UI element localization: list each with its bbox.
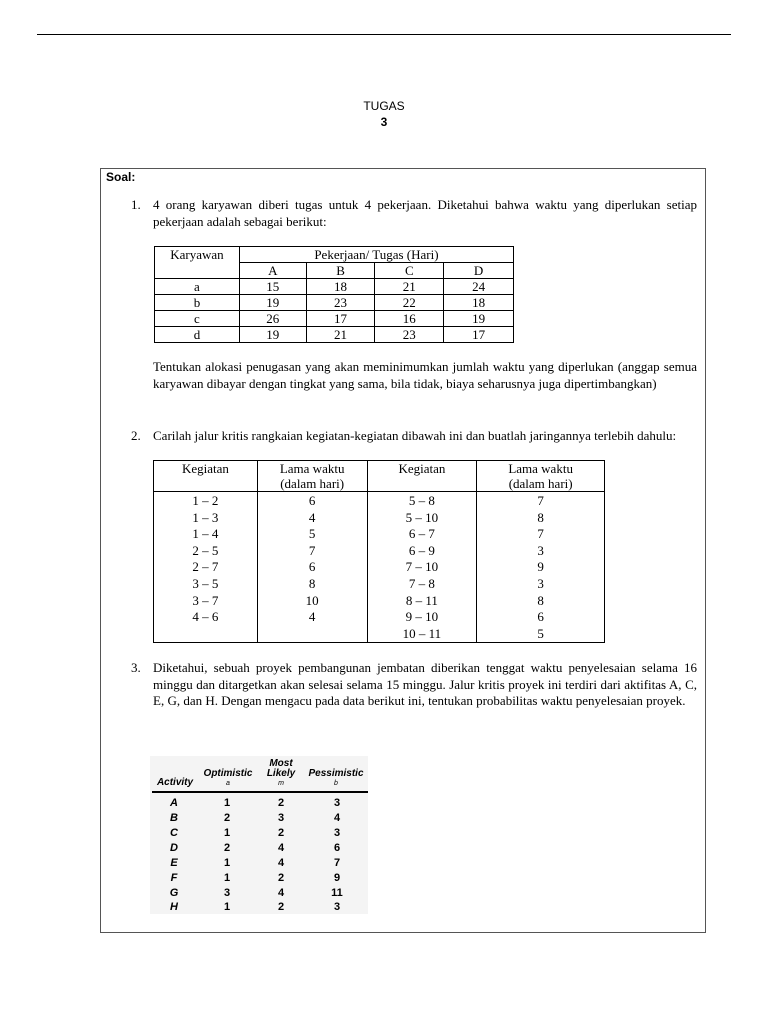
duration-cell: 10 [305,592,319,608]
job-header: A [239,263,306,279]
assignment-table [154,246,514,343]
activity-header: Activity [156,777,194,788]
time-cell: 23 [306,295,375,311]
duration-header-line1: Lama waktu [508,461,573,476]
most-likely-header-line1: Most [269,758,293,769]
activity-cell: 1 – 2 [192,493,219,508]
optimistic-cell: 2 [223,812,231,824]
duration-cell: 6 [308,493,316,508]
pessimistic-cell: 7 [333,857,341,869]
time-cell: 18 [306,279,375,295]
table-row [155,295,514,311]
most-likely-cell: 2 [277,872,285,884]
activity-cell: 1 – 4 [192,526,219,542]
pessimistic-cell: 3 [333,827,341,839]
time-cell: 18 [444,295,514,311]
duration-cell: 8 [537,592,544,608]
duration-header [477,461,605,492]
activity-cell: F [170,872,178,884]
activity-cell: 9 – 10 [405,609,439,625]
activity-cell: 6 – 7 [408,526,435,542]
employee-cell: a [155,279,240,295]
job-header: D [444,263,514,279]
table-row [155,327,514,343]
duration-cell: 3 [537,575,544,591]
activity-duration-table [153,460,605,643]
duration-cell: 4 [308,509,316,525]
optimistic-cell: 1 [223,857,231,869]
time-cell: 17 [306,311,375,327]
duration-cell: 8 [308,575,316,591]
duration-cell: 6 [537,609,544,625]
activity-header: Kegiatan [154,461,258,492]
time-cell: 19 [444,311,514,327]
activity-cell: 7 – 10 [405,559,439,575]
table-row [150,841,368,856]
duration-cell: 6 [308,559,316,575]
table-row [150,856,368,871]
duration-cell: 7 [308,542,316,558]
most-likely-cell: 2 [277,901,285,913]
optimistic-cell: 2 [223,842,231,854]
table-row [150,900,368,915]
activity-cell: E [170,857,178,869]
duration-cell: 9 [537,559,544,575]
optimistic-cell: 1 [223,872,231,884]
q3-number: 3. [131,660,141,675]
activity-cell: H [170,901,178,913]
employee-cell: d [155,327,240,343]
time-cell: 26 [239,311,306,327]
duration-header [257,461,367,492]
pessimistic-header: Pessimistic [308,768,364,779]
activity-cell: 6 – 9 [408,542,435,558]
table-row [150,811,368,826]
duration-cell: 8 [537,509,544,525]
duration-cell: 5 [308,526,316,542]
optimistic-cell: 3 [223,887,231,899]
time-cell: 19 [239,295,306,311]
duration-column-left [257,492,367,643]
duration-cell: 7 [537,493,544,508]
duration-cell: 4 [308,609,316,625]
time-cell: 16 [375,311,444,327]
activity-cell: C [170,827,178,839]
q1-text: 4 orang karyawan diberi tugas untuk 4 pekerjaan. Diketahui bahwa waktu yang diperlukan setiap pekerjaan adalah sebagai berikut: [153,197,697,229]
job-group-header: Pekerjaan/ Tugas (Hari) [239,247,513,263]
duration-cell: 3 [537,542,544,558]
page-title: TUGAS [363,99,405,113]
time-cell: 24 [444,279,514,295]
activity-cell: 10 – 11 [402,625,442,641]
activity-cell: 2 – 7 [192,559,219,575]
pessimistic-cell: 4 [333,812,341,824]
assignment-number: 3 [380,115,388,129]
optimistic-subheader: a [226,780,230,787]
job-header: C [375,263,444,279]
optimistic-cell: 1 [223,827,231,839]
duration-column-right [477,492,605,643]
optimistic-header: Optimistic [203,768,253,779]
duration-header-line1: Lama waktu [279,461,345,476]
activity-cell: 5 – 8 [408,493,435,508]
activity-cell: 2 – 5 [192,542,219,558]
most-likely-subheader: m [278,780,284,787]
pessimistic-cell: 3 [333,901,341,913]
most-likely-cell: 4 [277,887,285,899]
table-row [150,826,368,841]
most-likely-cell: 4 [277,842,285,854]
activity-cell: 3 – 5 [192,575,219,591]
employee-cell: c [155,311,240,327]
duration-header-line2: (dalam hari) [508,476,573,491]
table-row [150,871,368,886]
most-likely-cell: 2 [277,827,285,839]
pessimistic-cell: 6 [333,842,341,854]
time-cell: 19 [239,327,306,343]
q1-followup: Tentukan alokasi penugasan yang akan meminimumkan jumlah waktu yang diperlukan (anggap semua karyawan dibayar dengan tingkat yang sama, bila tidak, biaya seharusnya juga dipertimbangkan) [153,359,697,391]
table-row [150,796,368,811]
q1-number: 1. [131,197,141,212]
table-row [155,311,514,327]
time-cell: 22 [375,295,444,311]
activity-cell: 4 – 6 [192,609,219,625]
most-likely-cell: 4 [277,857,285,869]
header-rule [37,34,731,35]
time-cell: 21 [375,279,444,295]
time-cell: 17 [444,327,514,343]
most-likely-cell: 2 [277,797,285,809]
optimistic-cell: 1 [223,901,231,913]
q2-text: Carilah jalur kritis rangkaian kegiatan-kegiatan dibawah ini dan buatlah jaringannya terlebih dahulu: [153,428,677,443]
table-row [150,886,368,901]
activity-cell: 7 – 8 [408,575,435,591]
time-cell: 15 [239,279,306,295]
activity-cell: D [170,842,178,854]
most-likely-cell: 3 [277,812,285,824]
time-cell: 21 [306,327,375,343]
pessimistic-cell: 9 [333,872,341,884]
table-row [155,279,514,295]
activity-column-right [367,492,477,643]
most-likely-header-line2: Likely [266,768,296,779]
employee-header: Karyawan [155,247,240,279]
header-divider [152,791,368,793]
activity-cell: 5 – 10 [405,509,439,525]
activity-cell: 8 – 11 [405,592,438,608]
pert-estimate-table [150,756,368,914]
q3-text: Diketahui, sebuah proyek pembangunan jembatan diberikan tenggat waktu penyelesaian selama 16 minggu dan ditargetkan akan selesai selama 15 minggu. Jalur kritis proyek ini terdiri dari aktifitas A, C, E, G, dan H. Dengan mengacu pada data berikut ini, tentukan probabilitas waktu penyelesaian proyek. [153,660,697,708]
pessimistic-cell: 3 [333,797,341,809]
optimistic-cell: 1 [223,797,231,809]
activity-column-left [154,492,258,643]
duration-header-line2: (dalam hari) [280,476,345,491]
soal-label: Soal: [106,170,136,184]
duration-cell: 5 [537,625,544,641]
activity-header: Kegiatan [367,461,477,492]
activity-cell: 1 – 3 [192,509,219,525]
activity-cell: A [170,797,178,809]
activity-cell: G [169,887,179,899]
activity-cell: 3 – 7 [192,592,219,608]
q2-number: 2. [131,428,141,443]
duration-cell: 7 [537,526,544,542]
time-cell: 23 [375,327,444,343]
activity-cell: B [170,812,178,824]
pessimistic-cell: 11 [331,887,343,899]
employee-cell: b [155,295,240,311]
job-header: B [306,263,375,279]
pessimistic-subheader: b [334,780,338,787]
